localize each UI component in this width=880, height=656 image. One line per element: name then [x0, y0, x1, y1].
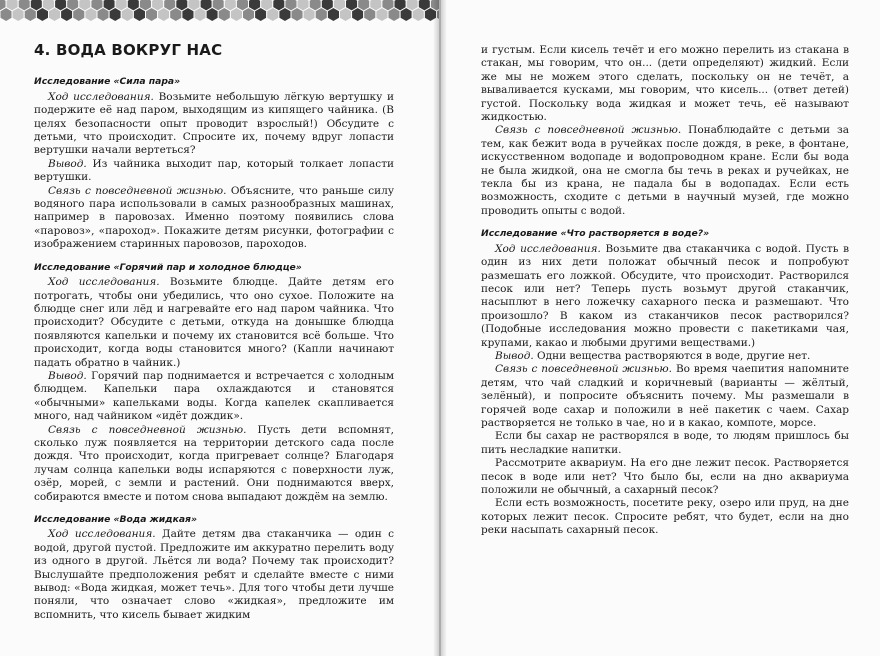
book-gutter-shadow — [433, 0, 447, 656]
hexagon-tile — [24, 8, 36, 22]
paragraph: Ход исследования. Возьмите два стаканчика с водой. Пусть в один из них дети положат обычный песок и попробуют размешать его ложкой. Обсудите, что происходит. Растворился песок или нет? Теперь пусть возьмут другой стаканчик, насыплют в него ложечку сахарного песка и размешают. Что произошло? В каком из стаканчиков песок растворился? (Подобные исследования можно провести с пакетиками чая, крупами, какао и любыми другими веществами.) — [481, 242, 849, 349]
hexagon-tile — [315, 8, 327, 22]
hexagon-tile — [36, 8, 48, 22]
hexagon-tile — [230, 8, 242, 22]
right-page — [441, 0, 880, 656]
hexagon-tile — [109, 8, 121, 22]
section-heading: Исследование «Вода жидкая» — [34, 514, 197, 525]
paragraph: Если есть возможность, посетите реку, озеро или пруд, на дне которых лежит песок. Спросите ребят, что будет, если на дно реки насыпать сахарный песок. — [481, 497, 849, 537]
paragraph: Ход исследования. Возьмите блюдце. Дайте детям его потрогать, чтобы они убедились, что оно сухое. Положите на блюдце снег или лёд и нагревайте его над паром чайника. Что происходит? Обсудите с детьми, откуда на донышке блюдца появляются капельки и почему их становится всё больше. Что происходит, когда воды становится много? (Капли начинают падать обратно в чайник.) — [34, 276, 394, 369]
section-water-liquid — [34, 513, 394, 622]
hexagon-tile — [267, 8, 279, 22]
hexagon-tile — [194, 8, 206, 22]
hexagon-tile — [388, 8, 400, 22]
section-heading: Исследование «Сила пара» — [34, 76, 181, 88]
hexagon-tile — [0, 8, 12, 22]
paragraph: Вывод. Горячий пар поднимается и встречается с холодным блюдцем. Капельки пара охлаждаются и становятся «обычными» капельками воды. Когда капелек скапливается много, над чайником «идёт дождик». — [34, 369, 394, 423]
hexagon-tile — [49, 8, 61, 22]
chapter-title: 4. ВОДА ВОКРУГ НАС — [34, 41, 223, 59]
paragraph: Вывод. Из чайника выходит пар, который толкает лопасти вертушки. — [34, 157, 394, 184]
paragraph: Вывод. Одни вещества растворяются в воде, другие нет. — [495, 349, 811, 362]
hexagon-tile — [146, 8, 158, 22]
paragraph: Связь с повседневной жизнью. Во время чаепития напомните детям, что чай сладкий и коричневый (варианты — жёлтый, зелёный), и попросите объяснить почему. Мы размешали в горячей воде сахар и положили в неё пакетик с чаем. Сахар растворяется не только в чае, но и в какао, компоте, морсе. — [481, 363, 849, 429]
section-heading: Исследование «Что растворяется в воде?» — [481, 228, 710, 240]
paragraph: Если бы сахар не растворялся в воде, то людям пришлось бы пить несладкие напитки. — [481, 430, 849, 456]
hexagon-tile — [255, 8, 267, 22]
section-hot-steam-cold-saucer — [34, 261, 394, 504]
paragraph: Связь с повседневной жизнью. Пусть дети вспомнят, сколько луж появляется на территории детского сада после дождя. Что происходит, когда пригревает солнце? Благодаря лучам солнца капельки воды испаряются с поверхности луж, озёр, морей, с земли и растений. Они поднимаются вверх, собираются вместе и потом снова выпадают дождём на землю. — [34, 423, 394, 503]
hexagon-tile — [133, 8, 145, 22]
hexagon-pattern-decoration — [0, 0, 439, 24]
section-what-dissolves — [481, 227, 849, 537]
hexagon-tile — [412, 8, 424, 22]
paragraph: Рассмотрите аквариум. На его дне лежит песок. Растворяется песок в воде или нет? Что было бы, если на дно аквариума положили не обычный, а сахарный песок? — [481, 457, 849, 496]
hexagon-tile — [85, 8, 97, 22]
left-page-content — [34, 41, 395, 631]
hexagon-tile — [243, 8, 255, 22]
hexagon-tile — [376, 8, 388, 22]
hexagon-tile — [97, 8, 109, 22]
hexagon-tile — [218, 8, 230, 22]
hexagon-tile — [158, 8, 170, 22]
hexagon-tile — [340, 8, 352, 22]
hexagon-tile — [73, 8, 85, 22]
hexagon-tile — [206, 8, 218, 22]
hexagon-tile — [12, 8, 24, 22]
paragraph: Связь с повседневной жизнью. Понаблюдайте с детьми за тем, как бежит вода в ручейках после дождя, в реке, в фонтане, искусственном водопаде и водопроводном кране. Если бы вода не была жидкой, она не смогла бы течь в реках и ручейках, не текла бы из крана, не падала бы в водопадах. Если есть возможность, сходите с детьми в научный музей, где можно проводить опыты с водой. — [481, 124, 849, 217]
section-steam-power — [34, 75, 394, 251]
hexagon-tile — [121, 8, 133, 22]
hexagon-tile — [352, 8, 364, 22]
right-page-content — [481, 44, 849, 547]
hexagon-tile — [279, 8, 291, 22]
continuation-paragraph: и густым. Если кисель течёт и его можно перелить из стакана в стакан, мы говорим, что он... (дети определяют) жидкий. Если же мы не можем этого сделать, поскольку он не течёт, а вываливается кусками, мы говорим, что кисель... (ответ детей) густой. Поскольку вода жидкая и может течь, её называют жидкостью. — [481, 44, 849, 124]
hexagon-tile — [170, 8, 182, 22]
hexagon-tile — [61, 8, 73, 22]
hexagon-tile — [303, 8, 315, 22]
hexagon-tile — [182, 8, 194, 22]
hexagon-tile — [291, 8, 303, 22]
paragraph: Ход исследования. Возьмите небольшую лёгкую вертушку и подержите её над паром, выходящим из кипящего чайника. (В целях безопасности опыт проводит взрослый!) Обсудите с детьми, что происходит. Спросите их, почему вдруг лопасти вертушки начали вертеться? — [34, 90, 394, 157]
left-page — [0, 0, 439, 656]
hexagon-tile — [364, 8, 376, 22]
paragraph: Связь с повседневной жизнью. Объясните, что раньше силу водяного пара использовали в самых разнообразных машинах, например в паровозах. Именно поэтому появились слова «паровоз», «пароход». Покажите детям рисунки, фотографии с изображением старинных паровозов, пароходов. — [34, 184, 394, 251]
paragraph: Ход исследования. Дайте детям два стаканчика — один с водой, другой пустой. Предложите им аккуратно перелить воду из одного в другой. Льётся ли вода? Почему так происходит? Выслушайте предположения ребят и сделайте вместе с ними вывод: «Вода жидкая, может течь». Для того чтобы дети лучше поняли, что означает слово «жидкая», предложите им вспомнить, что кисель бывает жидким — [34, 528, 395, 621]
hexagon-tile — [400, 8, 412, 22]
section-heading: Исследование «Горячий пар и холодное блюдце» — [34, 261, 302, 273]
hexagon-tile — [327, 8, 339, 22]
